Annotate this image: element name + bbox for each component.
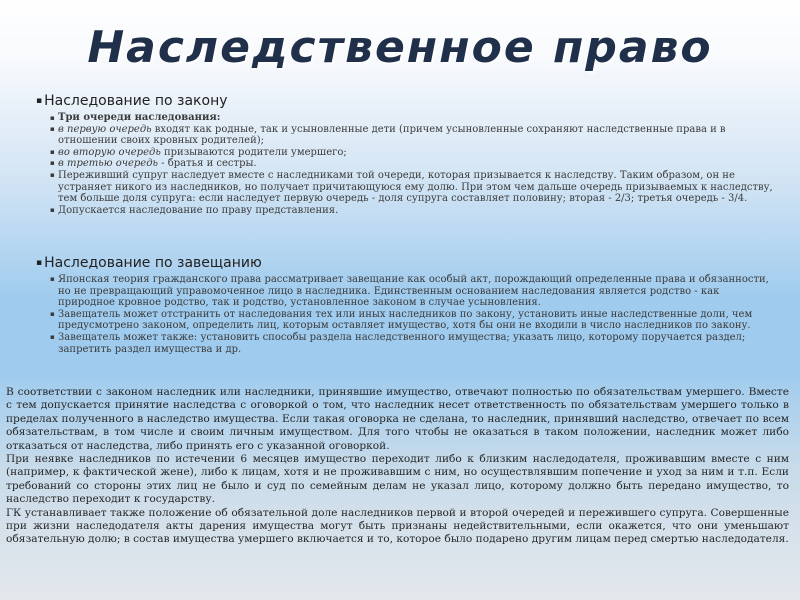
law-items-list	[50, 112, 775, 216]
item-text: призываются родители умершего;	[160, 146, 347, 158]
list-item	[50, 112, 775, 124]
bullet-icon: ▪	[36, 96, 43, 106]
item-text: Допускается наследование по праву представления.	[58, 204, 339, 216]
paragraph: ГК устанавливает также положение об обязательной доле наследников первой и второй очередей и пережившего супруга. Совершенные при жизни наследодателя акты дарения имущества могут быть признаны недействительными, если окажется, что они уменьшают обязательную долю; в состав имущества умершего включается и то, которое было подарено другим лицам перед смертью наследодателя.	[6, 506, 789, 546]
item-em-text: в третью очередь	[58, 158, 158, 170]
item-bold-text: Три очереди наследования:	[58, 112, 221, 123]
section-heading-text: Наследование по завещанию	[44, 255, 262, 271]
item-em-text: во вторую очередь	[58, 146, 161, 158]
list-item	[50, 170, 775, 205]
will-items-list	[50, 274, 775, 355]
list-item	[50, 158, 775, 170]
item-em-text: в первую очередь	[58, 123, 152, 135]
item-text: входят как родные, так и усыновленные дети (причем усыновленные сохраняют наследственные права и в отношении своих кровных родителей);	[58, 123, 726, 147]
section-heading-will	[36, 255, 262, 271]
list-item	[50, 147, 775, 159]
list-item: ▪ Японская теория гражданского права рассматривает завещание как особый акт, порождающий определенные права и обязанности, но не превращающий управомоченное лицо в наследника. Единственным основанием наследования является родство - как природное кровное родство, так и родство, установленное законом в случае усыновления.	[50, 274, 775, 309]
page-title: Наследственное право	[87, 22, 713, 73]
paragraph: В соответствии с законом наследник или наследники, принявшие имущество, отвечают полностью по обязательствам умершего. Вместе с тем допускается принятие наследства с оговоркой о том, что наследник несет ответственность по обязательствам умершего только в пределах полученного в наследство имущества. Если такая оговорка не сделана, то наследник, принявший наследство, отвечает по всем обязательствам, в том числе и своим личным имуществом. Для того чтобы не оказаться в таком положении, наследник может либо отказаться от наследства, либо принять его с указанной оговоркой.	[6, 386, 789, 452]
list-item: ▪ Завещатель может также: установить способы раздела наследственного имущества; указать лицо, которому поручается раздел; запретить раздел имущества и др.	[50, 332, 775, 355]
bullet-icon: ▪	[36, 258, 43, 268]
bottom-text-block	[6, 386, 789, 547]
item-text: - братья и сестры.	[157, 158, 257, 170]
list-item	[50, 124, 775, 147]
item-text: Переживший супруг наследует вместе с наследниками той очереди, которая призывается к наследству. Таким образом, он не устраняет никого из наследников, но получает причитающуюся ему долю. При этом чем дальше очередь призываемых к наследству, тем больше доля супруга: если наследует первую очередь - доля супруга составляет половину; вторая - 2/3; третья очередь - 3/4.	[58, 169, 773, 205]
section-heading-law	[36, 93, 228, 109]
paragraph: При неявке наследников по истечении 6 месяцев имущество переходит либо к близким наследодателя, проживавшим вместе с ним (например, к фактической жене), либо к лицам, хотя и не проживавшим с ним, но осуществлявшим попечение и уход за ним и т.п. Если требований со стороны этих лиц не было и суд по семейным делам не указал лицо, которому должно быть передано имущество, то наследство переходит к государству.	[6, 453, 789, 506]
list-item	[50, 205, 775, 217]
list-item: ▪ Завещатель может отстранить от наследования тех или иных наследников по закону, установить иные наследственные доли, чем предусмотрено законом, определить лиц, которым оставляет имущество, хотя бы они не входили в число наследников по закону.	[50, 309, 775, 332]
section-heading-text: Наследование по закону	[44, 93, 228, 109]
